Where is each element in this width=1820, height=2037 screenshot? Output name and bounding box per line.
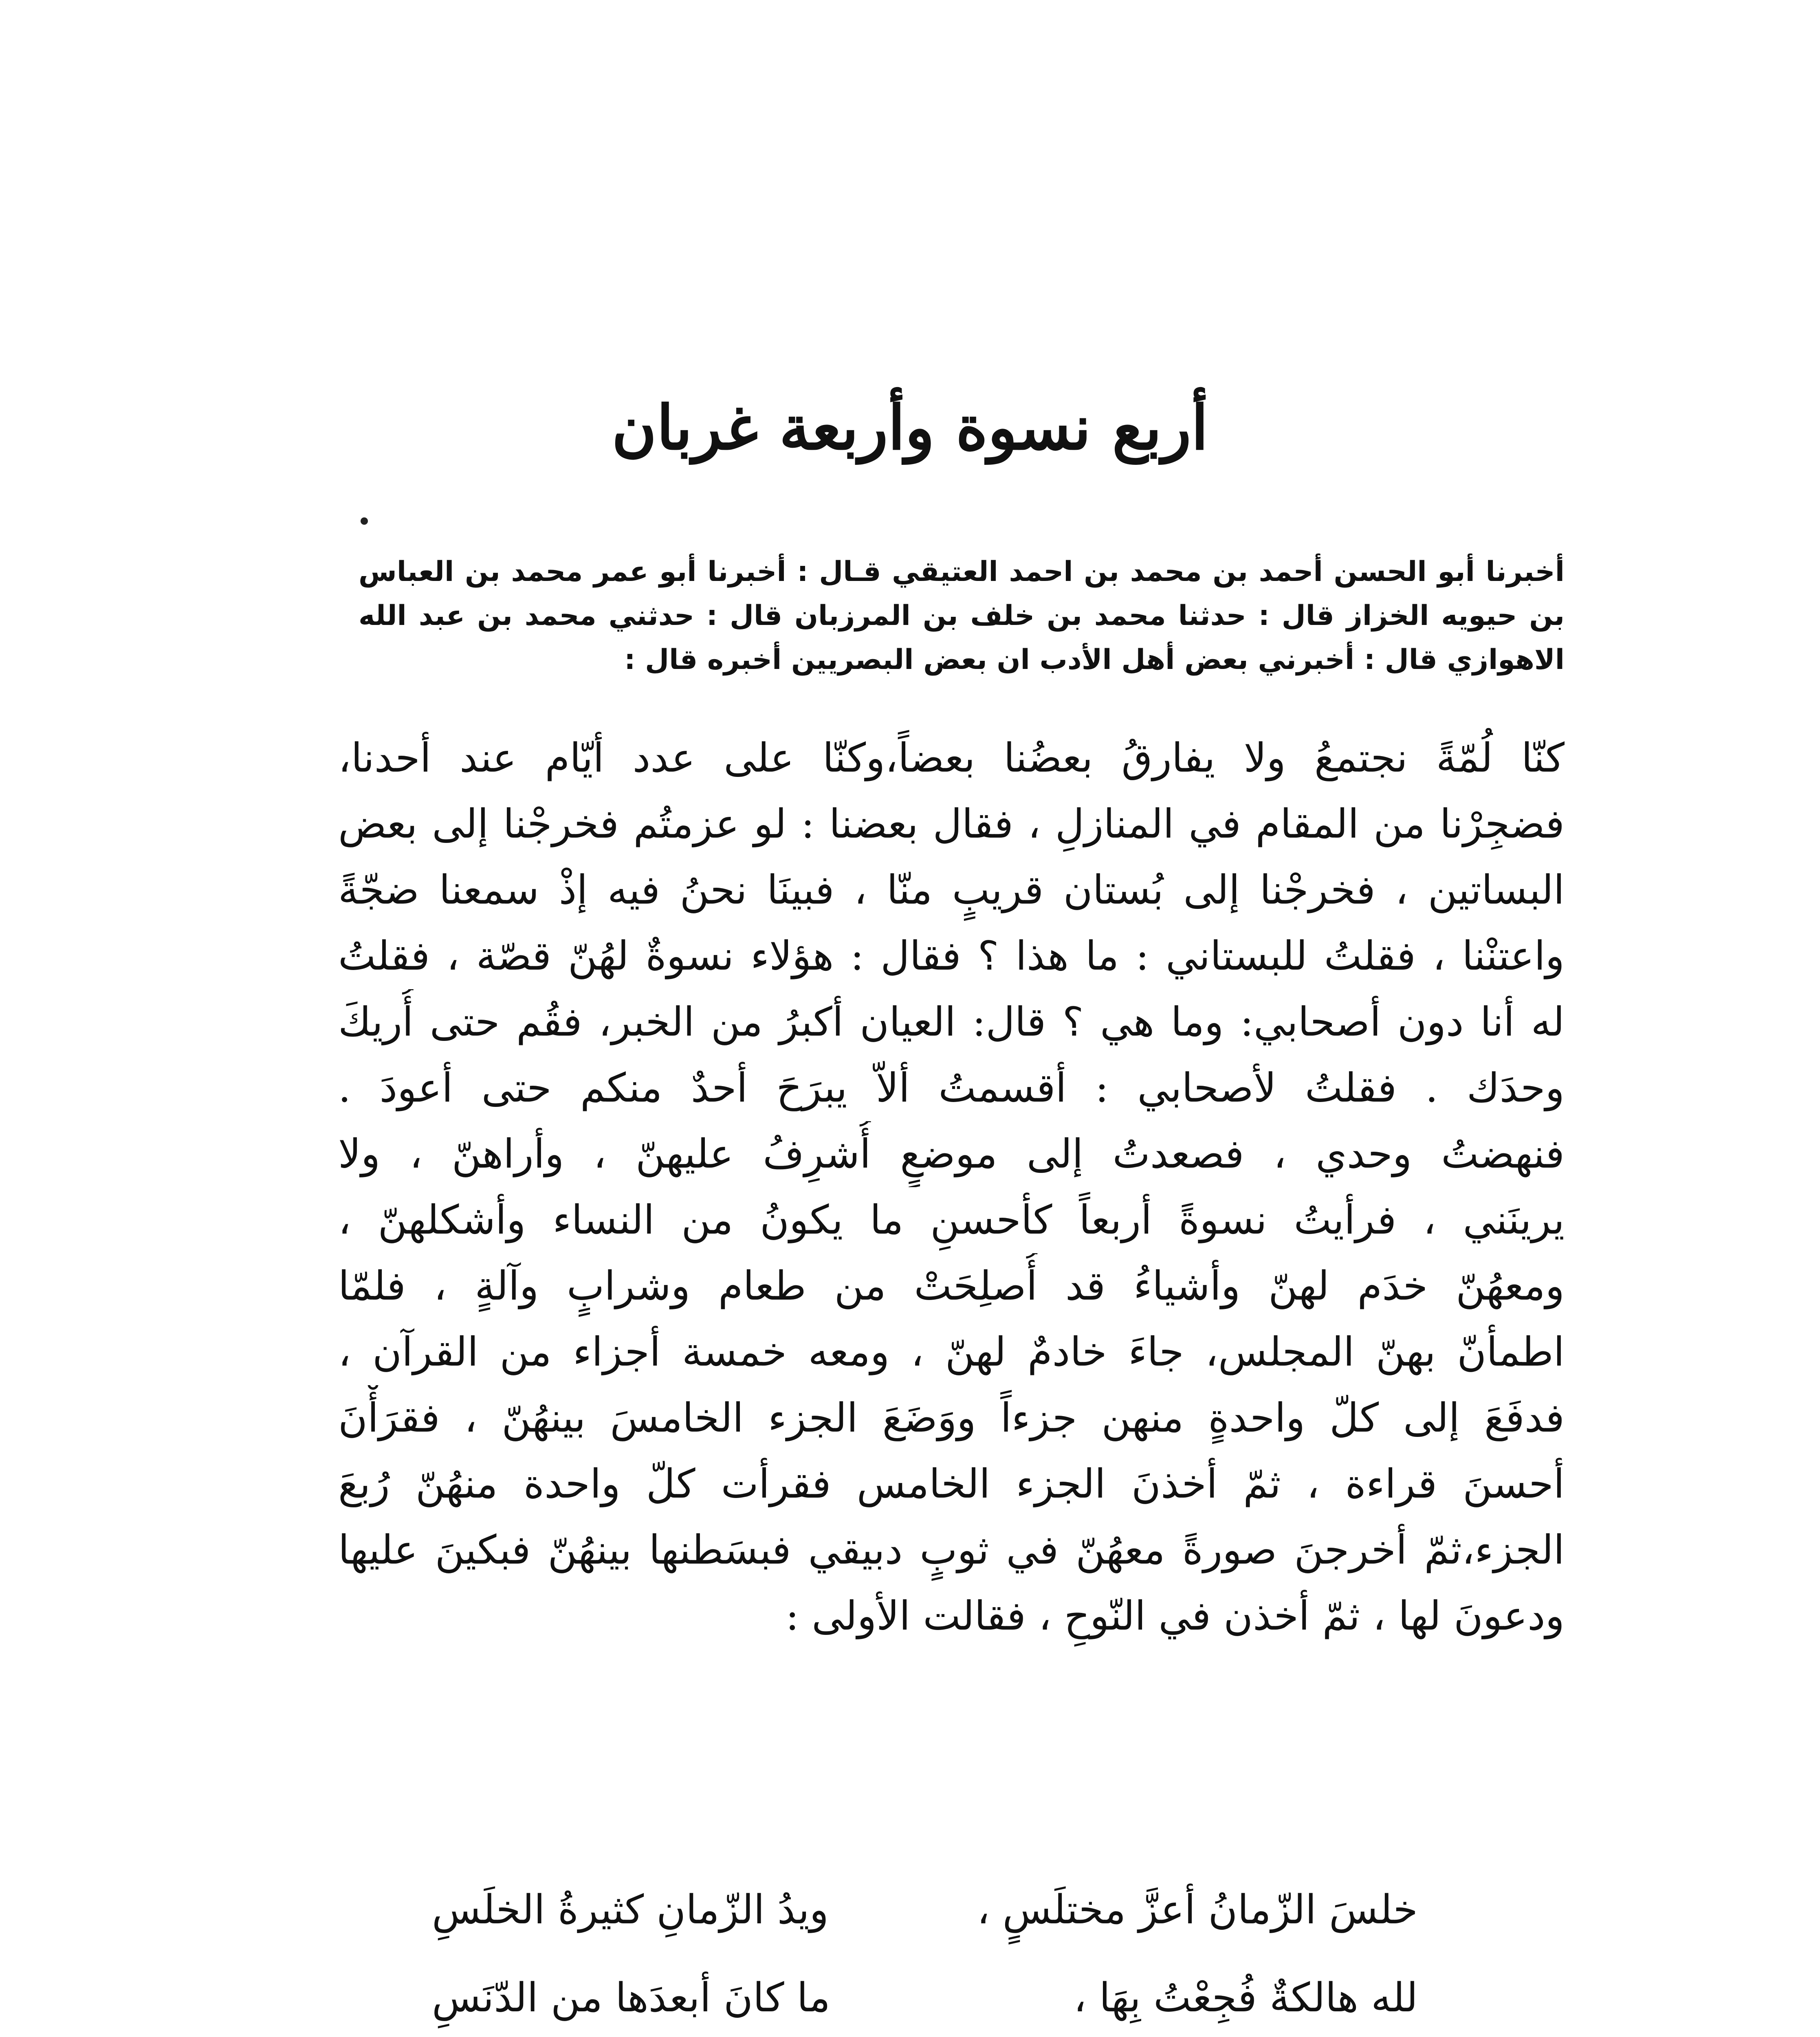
body-line: اطمأنّ بهنّ المجلس، جاءَ خادمٌ لهنّ ، ومعه خمسة أجزاء من القرآن ، [338, 1329, 1565, 1375]
body-line: يرينَني ، فرأيتُ نسوةً أربعاً كأحسنِ ما يكونُ من النساء وأشكلهنّ ، [338, 1197, 1565, 1243]
body-line: وحدَك . فقلتُ لأصحابي : أقسمتُ ألاّ يبرَحَ أحدٌ منكم حتى أعودَ . [338, 1065, 1565, 1111]
verse-second-hemistich: ويدُ الزّمانِ كثيرةُ الخلَسِ [432, 1887, 829, 1933]
margin-dot [361, 517, 368, 525]
verse-second-hemistich: ما كانَ أبعدَها من الدّنَسِ [432, 1975, 831, 2021]
poem-verse [432, 1954, 1418, 2037]
body-line: واعتنْنا ، فقلتُ للبستاني : ما هذا ؟ فقال : هؤلاء نسوةٌ لهُنّ قصّة ، فقلتُ [338, 933, 1565, 979]
body-line: كنّا لُمّةً نجتمعُ ولا يفارقُ بعضُنا بعضاً،وكنّا على عدد أيّام عند أحدنا، [338, 735, 1565, 781]
body-line: البساتين ، فخرجْنا إلى بُستان قريبٍ منّا ، فبينَا نحنُ فيه إذْ سمعنا ضجّةً [338, 867, 1565, 913]
isnad-paragraph: أخبرنا أبو الحسن أحمد بن محمد بن احمد العتيقي قـال : أخبرنا أبو عمر محمد بن العباس بن حيويه الخزاز قال : حدثنا محمد بن خلف بن المرزبان قال : حدثني محمد بن عبد الله الاهوازي قال : أخبرني بعض أهل الأدب ان بعض البصريين أخبره قال : [359, 556, 1565, 676]
poem [432, 1866, 1418, 2037]
body-line: الجزء،ثمّ أخرجنَ صورةً معهُنّ في ثوبٍ دبيقي فبسَطنها بينهُنّ فبكينَ عليها [338, 1527, 1565, 1573]
body-paragraph [338, 725, 1565, 1649]
body-line: ومعهُنّ خدَم لهنّ وأشياءُ قد أُصلِحَتْ من طعام وشرابٍ وآلةٍ ، فلمّا [338, 1263, 1565, 1309]
body-line: فدفَعَ إلى كلّ واحدةٍ منهن جزءاً ووَضَعَ الجزء الخامسَ بينهُنّ ، فقرَأْنَ [338, 1395, 1565, 1441]
body-line: له أنا دون أصحابي: وما هي ؟ قال: العيان أكبرُ من الخبر، فقُم حتى أُريكَ [338, 999, 1565, 1045]
chapter-title: أربع نسوة وأربعة غربان [612, 392, 1208, 464]
poem-verse [432, 1866, 1418, 1954]
body-line: فضجِرْنا من المقام في المنازلِ ، فقال بعضنا : لو عزمتُم فخرجْنا إلى بعض [338, 801, 1565, 847]
verse-first-hemistich: خلسَ الزّمانُ أعزَّ مختلَسٍ ، [977, 1887, 1418, 1933]
body-line: أحسنَ قراءة ، ثمّ أخذنَ الجزء الخامس فقرأت كلّ واحدة منهُنّ رُبعَ [338, 1461, 1565, 1507]
verse-first-hemistich: لله هالكةٌ فُجِعْتُ بِهَا ، [1073, 1975, 1418, 2021]
body-line: فنهضتُ وحدي ، فصعدتُ إلى موضعٍ أُشرِفُ عليهنّ ، وأراهنّ ، ولا [338, 1131, 1565, 1177]
body-line: ودعونَ لها ، ثمّ أخذن في النّوحِ ، فقالت الأولى : [786, 1593, 1565, 1639]
